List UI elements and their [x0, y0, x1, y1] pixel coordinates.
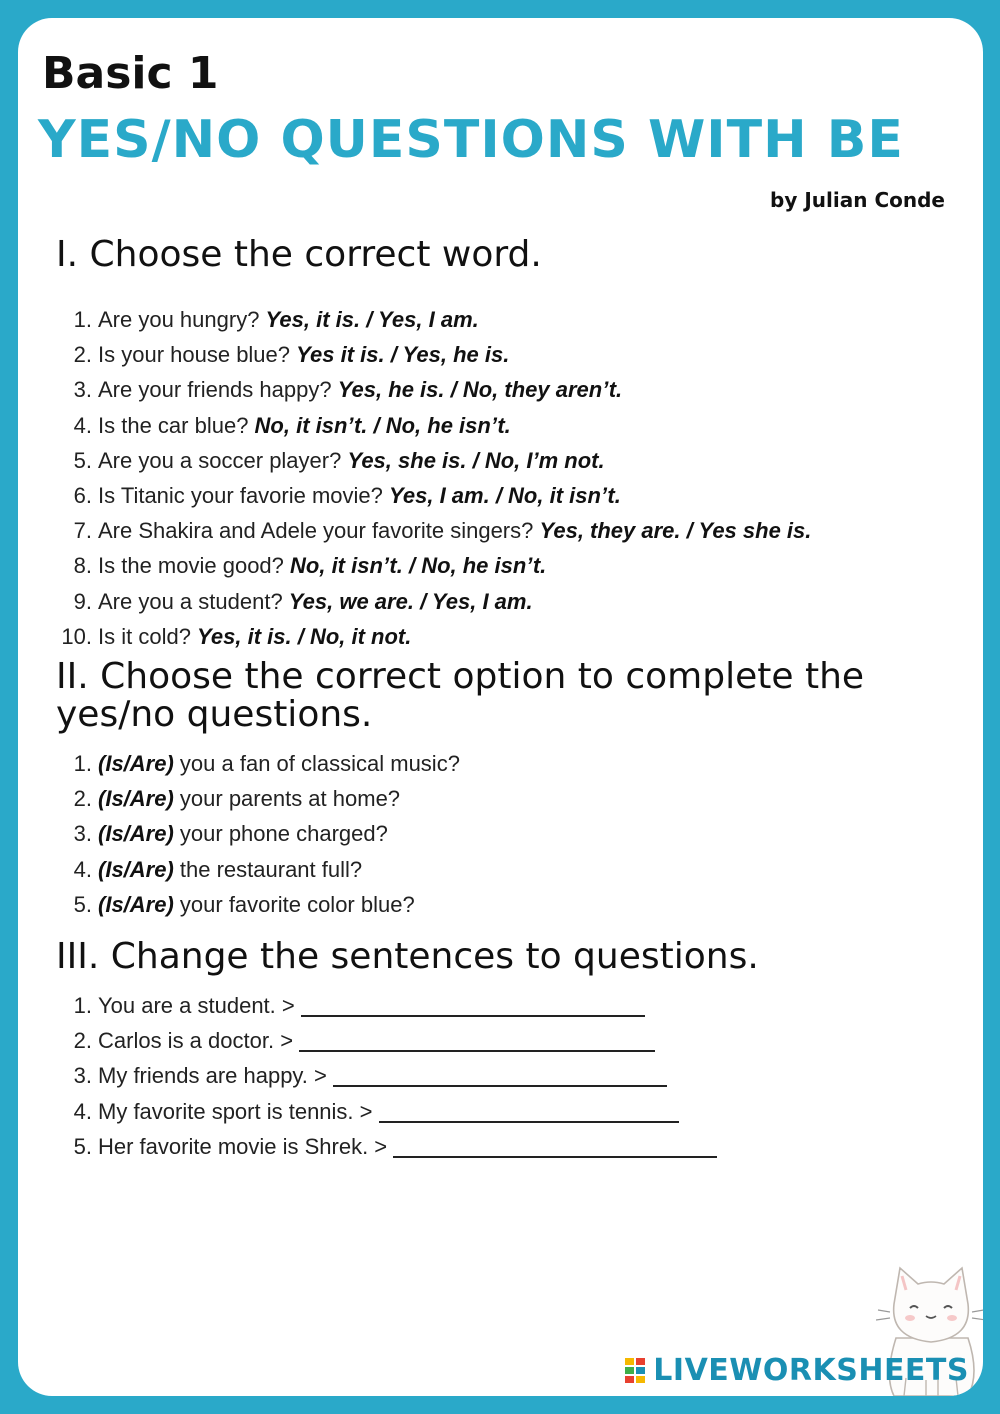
- option-choice[interactable]: (Is/Are): [98, 786, 174, 812]
- item-number: 4.: [73, 856, 92, 882]
- list-item: [56, 337, 956, 372]
- answer-options[interactable]: Yes, she is. / No, I’m not.: [347, 447, 605, 473]
- brand-name: LIVEWORKSHEETS: [653, 1352, 969, 1388]
- worksheet-page: [18, 18, 983, 1396]
- list-item: [56, 302, 956, 337]
- answer-options[interactable]: Yes, I am. / No, it isn’t.: [389, 482, 621, 508]
- list-item: [56, 584, 956, 619]
- item-number: 4.: [73, 412, 92, 438]
- item-number: 2.: [73, 1028, 92, 1054]
- option-choice[interactable]: (Is/Are): [98, 751, 174, 776]
- list-item: [56, 443, 956, 478]
- list-item: [56, 372, 956, 407]
- answer-options[interactable]: No, it isn’t. / No, he isn’t.: [290, 553, 547, 579]
- item-number: 5.: [73, 891, 92, 917]
- answer-blank[interactable]: [379, 1099, 679, 1123]
- liveworksheets-brand[interactable]: [625, 1350, 969, 1390]
- option-choice[interactable]: (Is/Are): [98, 856, 174, 882]
- answer-blank[interactable]: [299, 1028, 655, 1052]
- sentence-text: My friends are happy. >: [98, 1063, 327, 1089]
- question-text: your phone charged?: [173, 821, 388, 847]
- item-number: 5.: [73, 1133, 92, 1159]
- list-item: [56, 478, 956, 513]
- option-choice[interactable]: (Is/Are): [98, 891, 174, 917]
- sentence-text: Carlos is a doctor. >: [98, 1028, 294, 1054]
- list-item: [56, 1129, 956, 1164]
- answer-options[interactable]: Yes, it is. / No, it not.: [197, 623, 412, 649]
- question-text: your favorite color blue?: [173, 891, 415, 917]
- section-choose-word: [56, 236, 956, 654]
- item-number: 1.: [73, 307, 92, 332]
- answer-blank[interactable]: [333, 1063, 667, 1087]
- author-credit: by Julian Conde: [770, 188, 945, 212]
- question-text: Are you hungry?: [98, 307, 266, 332]
- answer-blank[interactable]: [301, 993, 645, 1017]
- item-number: 9.: [73, 588, 92, 614]
- list-item: [56, 852, 956, 887]
- answer-options[interactable]: Yes, we are. / Yes, I am.: [288, 588, 533, 614]
- item-number: 5.: [73, 447, 92, 473]
- answer-blank[interactable]: [393, 1134, 717, 1158]
- question-text: Is the movie good?: [98, 553, 291, 579]
- item-number: 4.: [73, 1098, 92, 1124]
- question-text: Is it cold?: [98, 623, 198, 649]
- list-item: [56, 619, 956, 654]
- list-item: [56, 513, 956, 548]
- question-text: your parents at home?: [173, 786, 401, 812]
- item-number: 3.: [73, 377, 92, 403]
- answer-options[interactable]: Yes it is. / Yes, he is.: [296, 342, 510, 368]
- item-number: 1.: [73, 993, 92, 1018]
- question-text: Is your house blue?: [98, 342, 297, 368]
- item-number: 10.: [61, 623, 92, 649]
- question-list: [56, 746, 956, 922]
- item-number: 2.: [73, 786, 92, 812]
- question-list: [56, 302, 956, 654]
- list-item: [56, 548, 956, 583]
- question-text: Are your friends happy?: [98, 377, 338, 403]
- section-heading: I. Choose the correct word.: [56, 234, 542, 275]
- item-number: 3.: [73, 821, 92, 847]
- list-item: [56, 781, 956, 816]
- sentence-list: [56, 988, 956, 1164]
- question-text: Is the car blue?: [98, 412, 255, 438]
- answer-options[interactable]: Yes, he is. / No, they aren’t.: [337, 377, 623, 403]
- sentence-text: You are a student. >: [98, 993, 295, 1018]
- section-choose-option: [56, 658, 956, 922]
- section-heading: II. Choose the correct option to complete the yes/no questions.: [56, 656, 865, 735]
- list-item: [56, 816, 956, 851]
- answer-options[interactable]: No, it isn’t. / No, he isn’t.: [254, 412, 511, 438]
- answer-options[interactable]: Yes, they are. / Yes she is.: [539, 518, 812, 544]
- list-item: [56, 887, 956, 922]
- list-item: [56, 408, 956, 443]
- question-text: Is Titanic your favorie movie?: [98, 482, 390, 508]
- level-label: Basic 1: [42, 48, 219, 99]
- liveworksheets-logo-icon: [625, 1358, 645, 1383]
- worksheet-title: YES/NO QUESTIONS WITH BE: [38, 110, 904, 170]
- item-number: 3.: [73, 1063, 92, 1089]
- question-text: you a fan of classical music?: [173, 751, 460, 776]
- item-number: 6.: [73, 482, 92, 508]
- sentence-text: Her favorite movie is Shrek. >: [98, 1133, 388, 1159]
- answer-options[interactable]: Yes, it is. / Yes, I am.: [265, 307, 479, 332]
- section-heading: III. Change the sentences to questions.: [56, 936, 759, 977]
- item-number: 1.: [73, 751, 92, 776]
- question-text: the restaurant full?: [173, 856, 363, 882]
- list-item: [56, 1094, 956, 1129]
- item-number: 7.: [73, 518, 92, 544]
- item-number: 8.: [73, 553, 92, 579]
- item-number: 2.: [73, 342, 92, 368]
- section-change-sentences: [56, 938, 956, 1164]
- option-choice[interactable]: (Is/Are): [98, 821, 174, 847]
- question-text: Are Shakira and Adele your favorite singers?: [98, 518, 540, 544]
- question-text: Are you a student?: [98, 588, 289, 614]
- list-item: [56, 1023, 956, 1058]
- sentence-text: My favorite sport is tennis. >: [98, 1098, 373, 1124]
- list-item: [56, 746, 956, 781]
- list-item: [56, 1058, 956, 1093]
- question-text: Are you a soccer player?: [98, 447, 348, 473]
- list-item: [56, 988, 956, 1023]
